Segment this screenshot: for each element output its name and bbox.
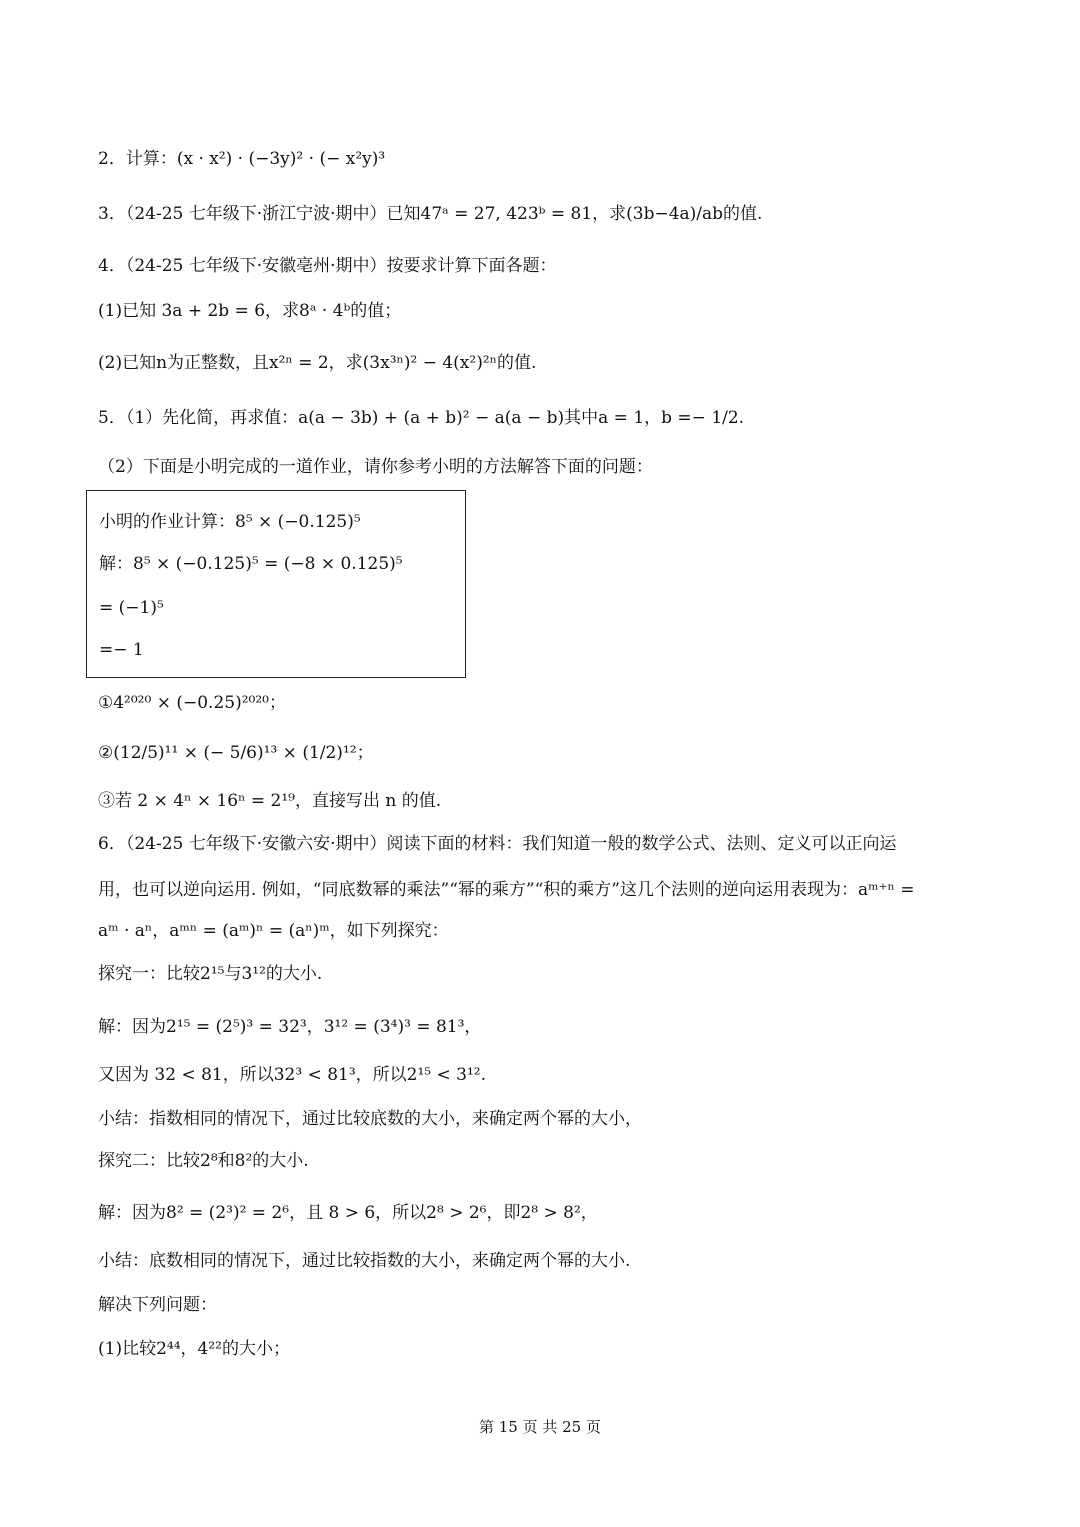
homework-line-2: 解：8⁵ × (−0.125)⁵ = (−8 × 0.125)⁵ bbox=[99, 554, 403, 574]
explore-1-title: 探究一：比较2¹⁵与3¹²的大小. bbox=[98, 964, 323, 984]
homework-line-3: = (−1)⁵ bbox=[99, 598, 164, 618]
homework-line-1: 小明的作业计算：8⁵ × (−0.125)⁵ bbox=[99, 512, 361, 532]
exercise-3: ③若 2 × 4ⁿ × 16ⁿ = 2¹⁹，直接写出 n 的值. bbox=[98, 791, 442, 811]
page-footer: 第 15 页 共 25 页 bbox=[478, 1418, 601, 1436]
question-6-line-3: aᵐ · aⁿ，aᵐⁿ = (aᵐ)ⁿ = (aⁿ)ᵐ，如下列探究： bbox=[98, 921, 449, 941]
explore-1-solution-1: 解：因为2¹⁵ = (2⁵)³ = 32³，3¹² = (3⁴)³ = 81³， bbox=[98, 1017, 482, 1037]
explore-2-solution: 解：因为8² = (2³)² = 2⁶，且 8 > 6，所以2⁸ > 2⁶，即2⁸ > 8²， bbox=[98, 1203, 598, 1223]
explore-2-summary: 小结：底数相同的情况下，通过比较指数的大小，来确定两个幂的大小. bbox=[98, 1251, 631, 1271]
question-4-part-2: (2)已知n为正整数，且x²ⁿ = 2，求(3x³ⁿ)² − 4(x²)²ⁿ的值. bbox=[98, 353, 537, 373]
exercise-2: ②(12/5)¹¹ × (− 5/6)¹³ × (1/2)¹²； bbox=[98, 743, 374, 763]
problem-1: (1)比较2⁴⁴，4²²的大小； bbox=[98, 1339, 290, 1359]
explore-1-solution-2: 又因为 32 < 81，所以32³ < 81³，所以2¹⁵ < 3¹². bbox=[98, 1065, 487, 1085]
question-5-part-1: 5．（1）先化简，再求值：a(a − 3b) + (a + b)² − a(a − b)其中a = 1，b =− 1/2. bbox=[98, 408, 745, 428]
exercise-1: ①4²⁰²⁰ × (−0.25)²⁰²⁰； bbox=[98, 693, 286, 713]
question-4: 4．（24-25 七年级下·安徽亳州·期中）按要求计算下面各题： bbox=[98, 256, 557, 276]
question-6-line-1: 6．（24-25 七年级下·安徽六安·期中）阅读下面的材料：我们知道一般的数学公式、法则、定义可以正向运 bbox=[98, 834, 897, 854]
question-5-part-2: （2）下面是小明完成的一道作业，请你参考小明的方法解答下面的问题： bbox=[98, 457, 653, 477]
solve-heading: 解决下列问题： bbox=[98, 1295, 217, 1315]
question-3: 3．（24-25 七年级下·浙江宁波·期中）已知47ᵃ = 27, 423ᵇ = 81，求(3b−4a)/ab的值. bbox=[98, 204, 763, 224]
question-6-line-2: 用，也可以逆向运用. 例如，“同底数幂的乘法”“幂的乘方”“积的乘方”这几个法则的逆向运用表现为：aᵐ⁺ⁿ = bbox=[98, 880, 915, 900]
question-2: 2．计算：(x · x²) · (−3y)² · (− x²y)³ bbox=[98, 149, 386, 169]
homework-box bbox=[86, 490, 466, 678]
explore-2-title: 探究二：比较2⁸和8²的大小. bbox=[98, 1151, 309, 1171]
explore-1-summary: 小结：指数相同的情况下，通过比较底数的大小，来确定两个幂的大小， bbox=[98, 1109, 642, 1129]
question-4-part-1: (1)已知 3a + 2b = 6，求8ᵃ · 4ᵇ的值； bbox=[98, 301, 402, 321]
homework-line-4: =− 1 bbox=[99, 640, 144, 660]
